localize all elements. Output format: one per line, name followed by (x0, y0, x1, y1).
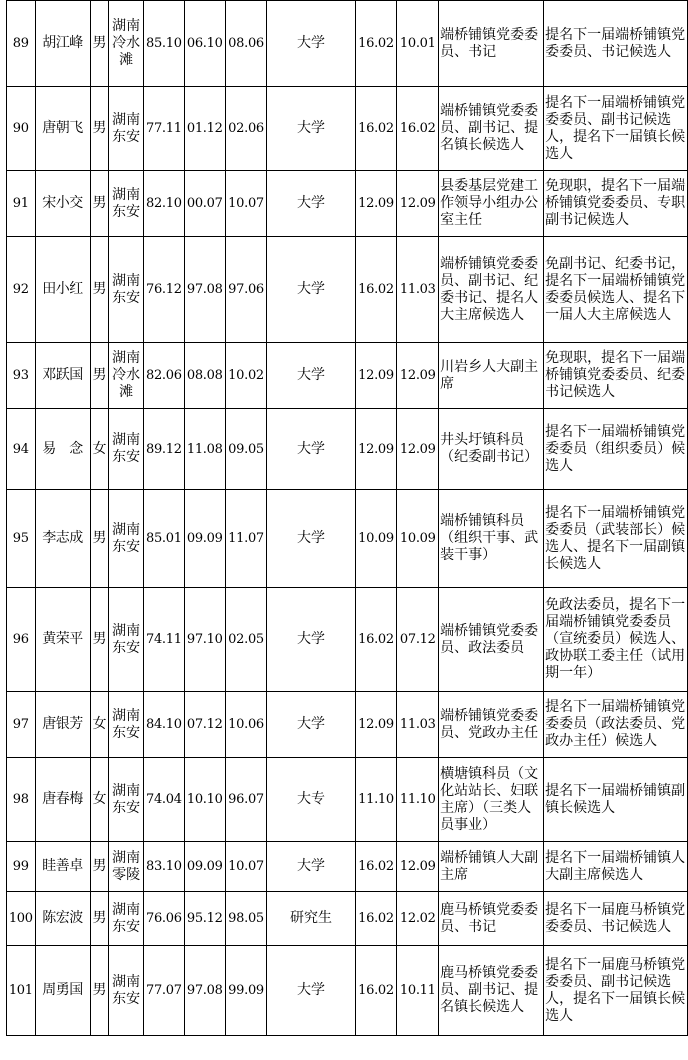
row-number-cell: 99 (7, 842, 36, 892)
party-date-cell: 97.08 (184, 946, 225, 1036)
current-position-cell: 井头圩镇科员（纪委副书记） (439, 409, 544, 490)
work-date-cell: 08.06 (225, 1, 267, 87)
appointment-date-cell: 10.09 (355, 490, 397, 588)
row-number-cell: 92 (7, 237, 36, 343)
education-cell: 大学 (267, 692, 355, 758)
current-position-cell: 川岩乡人大副主席 (439, 343, 544, 409)
birth-date-cell: 77.11 (143, 87, 184, 171)
birth-date-cell: 76.06 (143, 892, 184, 946)
origin-cell: 湖南东安 (109, 758, 144, 842)
table-row (7, 409, 688, 490)
sex-cell: 男 (90, 892, 109, 946)
row-number-cell: 97 (7, 692, 36, 758)
current-position-cell: 端桥铺镇党委委员、书记 (439, 1, 544, 87)
row-number-cell: 89 (7, 1, 36, 87)
table-row (7, 588, 688, 692)
sex-cell: 男 (90, 87, 109, 171)
sex-cell: 女 (90, 692, 109, 758)
origin-cell: 湖南东安 (109, 692, 144, 758)
row-number-cell: 93 (7, 343, 36, 409)
rank-date-cell: 11.10 (397, 758, 439, 842)
rank-date-cell: 12.09 (397, 842, 439, 892)
origin-cell: 湖南东安 (109, 946, 144, 1036)
appointment-date-cell: 12.09 (355, 343, 397, 409)
party-date-cell: 01.12 (184, 87, 225, 171)
birth-date-cell: 85.10 (143, 1, 184, 87)
proposed-position-cell: 免现职，提名下一届端桥铺镇党委委员、专职副书记候选人 (544, 171, 688, 237)
rank-date-cell: 10.09 (397, 490, 439, 588)
education-cell: 大学 (267, 588, 355, 692)
birth-date-cell: 76.12 (143, 237, 184, 343)
sex-cell: 男 (90, 237, 109, 343)
current-position-cell: 端桥铺镇党委委员、党政办主任 (439, 692, 544, 758)
birth-date-cell: 74.04 (143, 758, 184, 842)
current-position-cell: 端桥铺镇党委委员、副书记、纪委书记、提名人大主席候选人 (439, 237, 544, 343)
education-cell: 研究生 (267, 892, 355, 946)
row-number-cell: 98 (7, 758, 36, 842)
name-cell: 唐朝飞 (35, 87, 90, 171)
name-cell: 眭善卓 (35, 842, 90, 892)
appointment-date-cell: 16.02 (355, 87, 397, 171)
current-position-cell: 县委基层党建工作领导小组办公室主任 (439, 171, 544, 237)
appointment-date-cell: 16.02 (355, 588, 397, 692)
work-date-cell: 02.05 (225, 588, 267, 692)
proposed-position-cell: 提名下一届端桥铺镇党委委员（政法委员、党政办主任）候选人 (544, 692, 688, 758)
current-position-cell: 端桥铺镇人大副主席 (439, 842, 544, 892)
row-number-cell: 100 (7, 892, 36, 946)
table-row (7, 1, 688, 87)
appointment-date-cell: 16.02 (355, 237, 397, 343)
education-cell: 大专 (267, 758, 355, 842)
appointment-date-cell: 16.02 (355, 946, 397, 1036)
rank-date-cell: 10.11 (397, 946, 439, 1036)
education-cell: 大学 (267, 409, 355, 490)
work-date-cell: 10.02 (225, 343, 267, 409)
party-date-cell: 09.09 (184, 490, 225, 588)
row-number-cell: 94 (7, 409, 36, 490)
work-date-cell: 10.07 (225, 171, 267, 237)
education-cell: 大学 (267, 343, 355, 409)
origin-cell: 湖南东安 (109, 490, 144, 588)
current-position-cell: 鹿马桥镇党委委员、书记 (439, 892, 544, 946)
appointment-date-cell: 12.09 (355, 692, 397, 758)
table-row (7, 343, 688, 409)
rank-date-cell: 10.01 (397, 1, 439, 87)
name-cell: 陈宏波 (35, 892, 90, 946)
origin-cell: 湖南东安 (109, 892, 144, 946)
party-date-cell: 97.10 (184, 588, 225, 692)
name-cell: 田小红 (35, 237, 90, 343)
name-cell: 李志成 (35, 490, 90, 588)
work-date-cell: 99.09 (225, 946, 267, 1036)
name-cell: 唐春梅 (35, 758, 90, 842)
name-cell: 唐银芳 (35, 692, 90, 758)
origin-cell: 湖南东安 (109, 171, 144, 237)
sex-cell: 女 (90, 758, 109, 842)
table-row (7, 490, 688, 588)
row-number-cell: 91 (7, 171, 36, 237)
sex-cell: 男 (90, 490, 109, 588)
table-row (7, 171, 688, 237)
proposed-position-cell: 提名下一届鹿马桥镇党委委员、副书记候选人，提名下一届镇长候选人 (544, 946, 688, 1036)
row-number-cell: 101 (7, 946, 36, 1036)
party-date-cell: 06.10 (184, 1, 225, 87)
appointment-date-cell: 12.09 (355, 409, 397, 490)
proposed-position-cell: 免副书记、纪委书记，提名下一届端桥铺镇党委委员候选人、提名下一届人大主席候选人 (544, 237, 688, 343)
appointment-date-cell: 12.09 (355, 171, 397, 237)
name-cell: 易 念 (35, 409, 90, 490)
sex-cell: 男 (90, 842, 109, 892)
rank-date-cell: 16.02 (397, 87, 439, 171)
rank-date-cell: 07.12 (397, 588, 439, 692)
education-cell: 大学 (267, 842, 355, 892)
party-date-cell: 95.12 (184, 892, 225, 946)
sex-cell: 男 (90, 946, 109, 1036)
birth-date-cell: 77.07 (143, 946, 184, 1036)
work-date-cell: 10.07 (225, 842, 267, 892)
table-body (7, 1, 688, 1036)
birth-date-cell: 84.10 (143, 692, 184, 758)
name-cell: 胡江峰 (35, 1, 90, 87)
party-date-cell: 97.08 (184, 237, 225, 343)
birth-date-cell: 89.12 (143, 409, 184, 490)
sex-cell: 女 (90, 409, 109, 490)
proposed-position-cell: 提名下一届端桥铺镇党委委员、副书记候选人，提名下一届镇长候选人 (544, 87, 688, 171)
birth-date-cell: 85.01 (143, 490, 184, 588)
education-cell: 大学 (267, 1, 355, 87)
table-row (7, 237, 688, 343)
rank-date-cell: 12.09 (397, 171, 439, 237)
education-cell: 大学 (267, 87, 355, 171)
origin-cell: 湖南东安 (109, 87, 144, 171)
sex-cell: 男 (90, 1, 109, 87)
appointment-date-cell: 16.02 (355, 842, 397, 892)
personnel-table (6, 0, 688, 1036)
sex-cell: 男 (90, 171, 109, 237)
table-row (7, 758, 688, 842)
appointment-date-cell: 11.10 (355, 758, 397, 842)
name-cell: 黄荣平 (35, 588, 90, 692)
current-position-cell: 端桥铺镇科员（组织干事、武装干事） (439, 490, 544, 588)
rank-date-cell: 11.03 (397, 237, 439, 343)
table-row (7, 692, 688, 758)
name-cell: 宋小交 (35, 171, 90, 237)
education-cell: 大学 (267, 946, 355, 1036)
table-row (7, 87, 688, 171)
party-date-cell: 11.08 (184, 409, 225, 490)
proposed-position-cell: 提名下一届端桥铺镇副镇长候选人 (544, 758, 688, 842)
education-cell: 大学 (267, 237, 355, 343)
origin-cell: 湖南东安 (109, 588, 144, 692)
education-cell: 大学 (267, 490, 355, 588)
proposed-position-cell: 免政法委员，提名下一届端桥铺镇党委委员（宣统委员）候选人、政协联工委主任（试用期一年） (544, 588, 688, 692)
party-date-cell: 00.07 (184, 171, 225, 237)
work-date-cell: 02.06 (225, 87, 267, 171)
party-date-cell: 07.12 (184, 692, 225, 758)
proposed-position-cell: 提名下一届端桥铺镇党委委员、书记候选人 (544, 1, 688, 87)
row-number-cell: 96 (7, 588, 36, 692)
proposed-position-cell: 提名下一届端桥铺镇人大副主席候选人 (544, 842, 688, 892)
name-cell: 周勇国 (35, 946, 90, 1036)
table-row (7, 842, 688, 892)
origin-cell: 湖南零陵 (109, 842, 144, 892)
work-date-cell: 98.05 (225, 892, 267, 946)
work-date-cell: 11.07 (225, 490, 267, 588)
work-date-cell: 96.07 (225, 758, 267, 842)
work-date-cell: 97.06 (225, 237, 267, 343)
sex-cell: 男 (90, 343, 109, 409)
work-date-cell: 10.06 (225, 692, 267, 758)
current-position-cell: 横塘镇科员（文化站站长、妇联主席）（三类人员事业） (439, 758, 544, 842)
proposed-position-cell: 提名下一届鹿马桥镇党委委员、书记候选人 (544, 892, 688, 946)
origin-cell: 湖南东安 (109, 237, 144, 343)
origin-cell: 湖南东安 (109, 409, 144, 490)
party-date-cell: 09.09 (184, 842, 225, 892)
rank-date-cell: 12.09 (397, 343, 439, 409)
education-cell: 大学 (267, 171, 355, 237)
birth-date-cell: 74.11 (143, 588, 184, 692)
proposed-position-cell: 免现职，提名下一届端桥铺镇党委委员、纪委书记候选人 (544, 343, 688, 409)
proposed-position-cell: 提名下一届端桥铺镇党委委员（组织委员）候选人 (544, 409, 688, 490)
name-cell: 邓跃国 (35, 343, 90, 409)
origin-cell: 湖南冷水滩 (109, 343, 144, 409)
proposed-position-cell: 提名下一届端桥铺镇党委委员（武装部长）候选人、提名下一届副镇长候选人 (544, 490, 688, 588)
current-position-cell: 鹿马桥镇党委委员、副书记、提名镇长候选人 (439, 946, 544, 1036)
party-date-cell: 08.08 (184, 343, 225, 409)
party-date-cell: 10.10 (184, 758, 225, 842)
current-position-cell: 端桥铺镇党委委员、政法委员 (439, 588, 544, 692)
birth-date-cell: 82.10 (143, 171, 184, 237)
row-number-cell: 90 (7, 87, 36, 171)
origin-cell: 湖南冷水滩 (109, 1, 144, 87)
rank-date-cell: 11.03 (397, 692, 439, 758)
rank-date-cell: 12.02 (397, 892, 439, 946)
sex-cell: 男 (90, 588, 109, 692)
appointment-date-cell: 16.02 (355, 892, 397, 946)
birth-date-cell: 83.10 (143, 842, 184, 892)
row-number-cell: 95 (7, 490, 36, 588)
current-position-cell: 端桥铺镇党委委员、副书记、提名镇长候选人 (439, 87, 544, 171)
rank-date-cell: 12.09 (397, 409, 439, 490)
appointment-date-cell: 16.02 (355, 1, 397, 87)
work-date-cell: 09.05 (225, 409, 267, 490)
table-row (7, 892, 688, 946)
birth-date-cell: 82.06 (143, 343, 184, 409)
table-row (7, 946, 688, 1036)
